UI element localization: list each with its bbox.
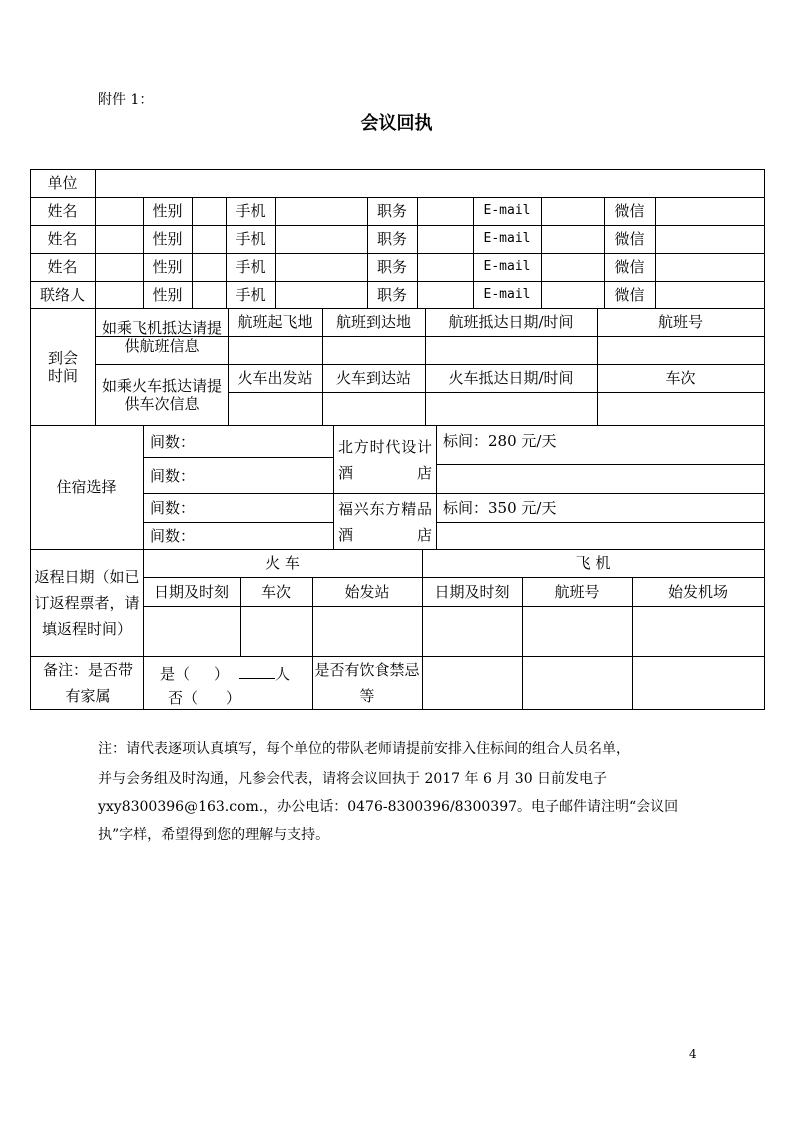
return-origin-airport-field[interactable]	[633, 607, 764, 656]
train-number-field[interactable]	[598, 393, 764, 425]
family-count-field[interactable]	[239, 664, 275, 679]
return-train-number-label: 车次	[260, 582, 291, 601]
gender-field[interactable]	[193, 282, 226, 308]
family-yes-option[interactable]: 是（ ） 人	[160, 665, 291, 683]
attachment-label: 附件 1：	[98, 92, 154, 108]
name-label: 姓名	[47, 202, 78, 220]
job-title-label: 职务	[376, 230, 407, 248]
hotel-name-2: 福兴东方精品酒店	[338, 499, 432, 544]
train-datetime-field[interactable]	[426, 393, 597, 425]
train-arrival-field[interactable]	[323, 393, 425, 425]
gender-label: 性别	[152, 230, 183, 248]
contact-person-label: 联络人	[39, 285, 85, 304]
unit-field[interactable]	[96, 170, 764, 197]
gender-field[interactable]	[193, 254, 226, 281]
name-field[interactable]	[96, 254, 143, 281]
email-label: E-mail	[483, 259, 531, 274]
return-train-datetime-field[interactable]	[144, 607, 240, 656]
dietary-restrictions-label: 是否有饮食禁忌等	[314, 661, 420, 705]
email-field[interactable]	[542, 198, 604, 225]
email-label: E-mail	[483, 286, 531, 302]
hotel-2-selection-field[interactable]	[437, 523, 764, 549]
job-title-field[interactable]	[418, 226, 473, 253]
note-line: yxy8300396@163.com.，办公电话：0476-8300396/8300397。电子邮件请注明“会议回	[98, 799, 679, 815]
return-flight-number-label: 航班号	[554, 582, 600, 601]
wechat-label: 微信	[614, 230, 645, 248]
name-label: 姓名	[47, 230, 78, 248]
wechat-field[interactable]	[656, 282, 764, 308]
gender-label: 性别	[152, 258, 183, 276]
return-plane-header: 飞 机	[575, 554, 611, 572]
return-train-origin-label: 始发站	[344, 582, 390, 601]
return-origin-airport-label: 始发机场	[667, 582, 728, 601]
phone-field[interactable]	[276, 282, 367, 308]
email-label: E-mail	[483, 231, 531, 246]
wechat-field[interactable]	[656, 226, 764, 253]
unit-label: 单位	[47, 174, 78, 192]
note-line: 执”字样，希望得到您的理解与支持。	[98, 827, 330, 843]
note-line: 注：请代表逐项认真填写，每个单位的带队老师请提前安排入住标间的组合人员名单，	[98, 741, 630, 757]
email-label: E-mail	[483, 203, 531, 218]
family-remarks-label: 备注：是否带有家属	[42, 661, 133, 705]
train-datetime-label: 火车抵达日期/时间	[448, 369, 574, 387]
gender-field[interactable]	[193, 198, 226, 225]
hotel-1-selection-field[interactable]	[437, 465, 764, 493]
dietary-field[interactable]	[523, 657, 632, 709]
dietary-field[interactable]	[633, 657, 764, 709]
phone-label: 手机	[235, 258, 266, 276]
phone-field[interactable]	[276, 198, 367, 225]
train-departure-label: 火车出发站	[237, 369, 313, 387]
return-date-label: 返程日期（如已订返程票者，请填返程时间）	[34, 568, 140, 638]
flight-arrival-field[interactable]	[323, 337, 425, 364]
name-field[interactable]	[96, 198, 143, 225]
room-count-field[interactable]: 间数：	[150, 466, 196, 485]
email-field[interactable]	[542, 282, 604, 308]
phone-field[interactable]	[276, 254, 367, 281]
train-arrival-label: 火车到达站	[335, 369, 411, 387]
return-train-header: 火 车	[265, 554, 300, 572]
wechat-label: 微信	[614, 258, 645, 276]
room-count-field[interactable]: 间数：	[150, 527, 196, 545]
page-title: 会议回执	[360, 113, 433, 134]
phone-label: 手机	[235, 285, 266, 304]
job-title-label: 职务	[376, 258, 407, 276]
job-title-label: 职务	[376, 285, 407, 304]
return-flight-number-field[interactable]	[523, 607, 632, 656]
wechat-label: 微信	[614, 285, 645, 304]
return-train-datetime-label: 日期及时刻	[153, 582, 229, 601]
name-label: 姓名	[47, 258, 78, 276]
job-title-field[interactable]	[418, 198, 473, 225]
room-count-field[interactable]: 间数：	[150, 432, 196, 451]
return-train-number-field[interactable]	[241, 607, 312, 656]
flight-number-label: 航班号	[657, 313, 703, 331]
flight-info-prompt: 如乘飞机抵达请提供航班信息	[102, 318, 223, 355]
email-field[interactable]	[542, 226, 604, 253]
train-departure-field[interactable]	[229, 393, 322, 425]
wechat-field[interactable]	[656, 198, 764, 225]
arrival-time-label: 到会时间	[47, 348, 78, 385]
gender-label: 性别	[152, 285, 183, 304]
flight-datetime-field[interactable]	[426, 337, 597, 364]
gender-field[interactable]	[193, 226, 226, 253]
job-title-field[interactable]	[418, 254, 473, 281]
gender-label: 性别	[152, 202, 183, 220]
phone-label: 手机	[235, 230, 266, 248]
name-field[interactable]	[96, 226, 143, 253]
phone-label: 手机	[235, 202, 266, 220]
return-train-origin-field[interactable]	[313, 607, 422, 656]
flight-number-field[interactable]	[598, 337, 764, 364]
table-rule-horizontal	[30, 709, 765, 710]
train-info-prompt: 如乘火车抵达请提供车次信息	[102, 377, 223, 413]
email-field[interactable]	[542, 254, 604, 281]
hotel-2-price: 标间：350 元/天	[443, 499, 557, 517]
flight-arrival-label: 航班到达地	[335, 313, 411, 331]
family-no-option[interactable]: 否（ ）	[168, 689, 242, 707]
phone-field[interactable]	[276, 226, 367, 253]
flight-datetime-label: 航班抵达日期/时间	[448, 313, 574, 331]
dietary-field[interactable]	[423, 657, 522, 709]
page-number: 4	[689, 1047, 697, 1061]
job-title-field[interactable]	[418, 282, 473, 308]
lodging-label: 住宿选择	[56, 478, 117, 496]
hotel-name-1: 北方时代设计酒店	[338, 437, 432, 482]
wechat-field[interactable]	[656, 254, 764, 281]
train-number-label: 车次	[665, 369, 696, 387]
flight-departure-label: 航班起飞地	[237, 313, 313, 331]
wechat-label: 微信	[614, 202, 645, 220]
contact-person-field[interactable]	[96, 282, 143, 308]
table-rule-vertical	[764, 169, 765, 710]
flight-departure-field[interactable]	[229, 337, 322, 364]
room-count-field[interactable]: 间数：	[150, 499, 196, 517]
note-line: 并与会务组及时沟通，凡参会代表，请将会议回执于 2017 年 6 月 30 日前发电子	[98, 771, 608, 787]
hotel-1-price: 标间：280 元/天	[443, 432, 557, 450]
job-title-label: 职务	[376, 202, 407, 220]
return-plane-datetime-label: 日期及时刻	[434, 582, 510, 601]
return-plane-datetime-field[interactable]	[423, 607, 522, 656]
